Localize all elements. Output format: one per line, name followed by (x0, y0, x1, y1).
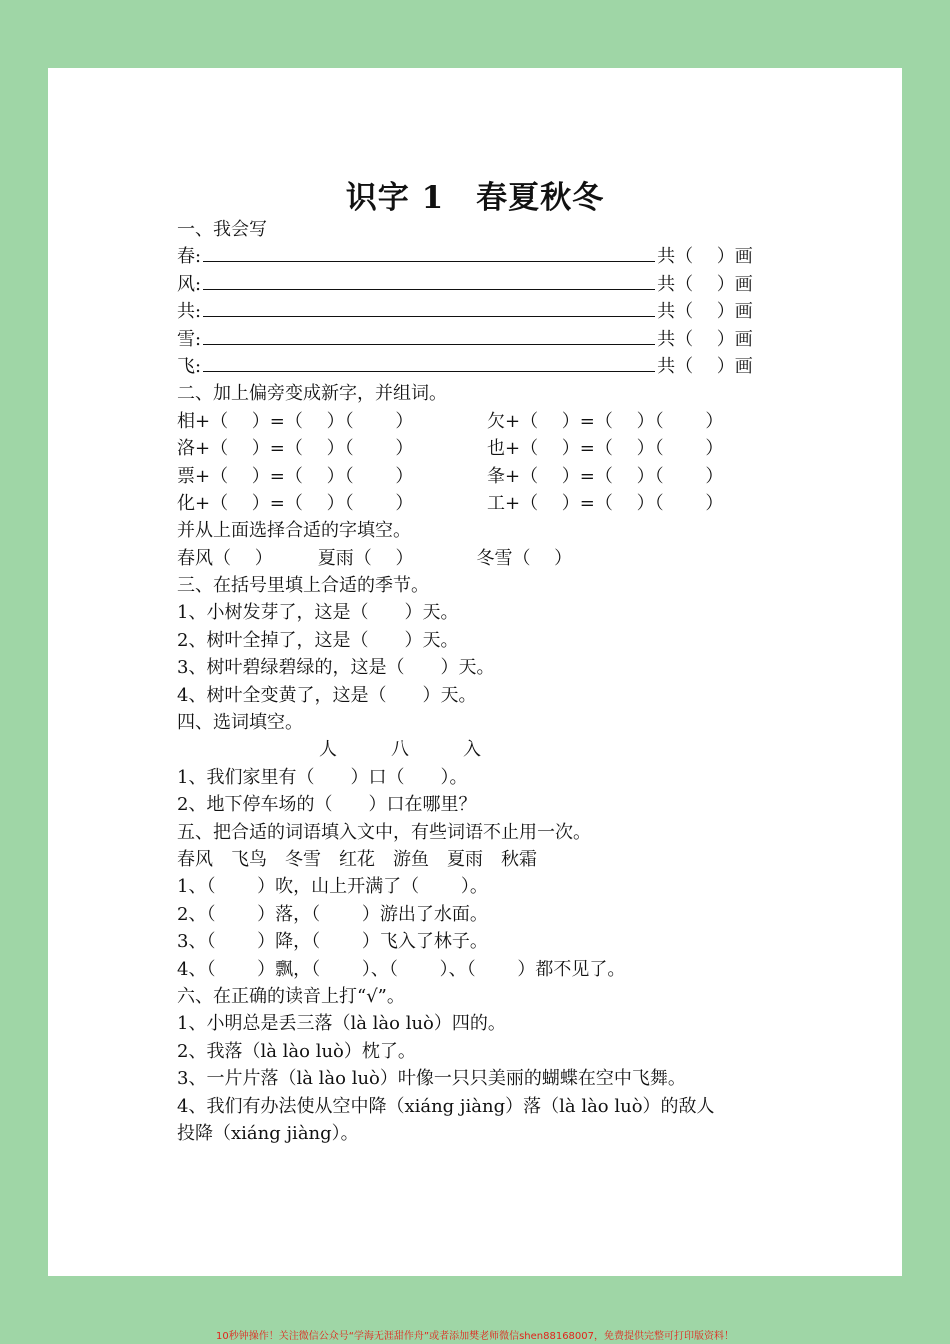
radical-row (177, 408, 797, 435)
footer-notice: 10秒钟操作！关注微信公众号“学海无涯甜作舟”或者添加樊老师微信shen88168007，免费提供完整可打印版资料！ (215, 1331, 735, 1342)
radical-row (177, 490, 797, 517)
write-row (177, 298, 797, 325)
section-2-heading: 二、加上偏旁变成新字，并组词。 (177, 383, 447, 405)
section-1-heading: 一、我会写 (177, 219, 267, 240)
write-row (177, 243, 797, 270)
radical-row (177, 435, 797, 462)
section-2-instruction: 并从上面选择合适的字填空。 (177, 520, 411, 542)
radical-left: 洛+（ ）=（ ）（ ） (177, 438, 414, 460)
question-item: 2、树叶全掉了，这是（ ）天。 (177, 629, 459, 651)
section-3-heading: 三、在括号里填上合适的季节。 (177, 575, 429, 597)
question-item: 1、小树发芽了，这是（ ）天。 (177, 602, 459, 624)
question-item: 4、我们有办法使从空中降（xiáng jiàng）落（là lào luò）的敌人 (177, 1095, 715, 1117)
writing-line[interactable] (203, 326, 655, 345)
word-choices: 人 八 入 (319, 739, 481, 761)
question-item: 1、（ ）吹，山上开满了（ ）。 (177, 876, 488, 898)
stroke-count: 共（ ）画 (657, 328, 753, 350)
radical-left: 化+（ ）=（ ）（ ） (177, 492, 414, 514)
question-item: 1、我们家里有（ ）口（ ）。 (177, 766, 468, 788)
question-item: 2、我落（là lào luò）枕了。 (177, 1040, 416, 1062)
write-row-char: 共: (177, 301, 202, 323)
radical-left: 票+（ ）=（ ）（ ） (177, 465, 414, 487)
section-4-heading: 四、选词填空。 (177, 712, 303, 734)
writing-line[interactable] (203, 271, 655, 290)
section-6-heading: 六、在正确的读音上打“√”。 (177, 985, 405, 1007)
word-bank: 春风 飞鸟 冬雪 红花 游鱼 夏雨 秋霜 (177, 848, 537, 870)
worksheet-content (177, 216, 797, 1147)
radical-right: 工+（ ）=（ ）（ ） (487, 492, 724, 514)
write-row-char: 春: (177, 246, 202, 268)
write-row (177, 353, 797, 380)
page-title: 识字 1 春夏秋冬 (345, 180, 605, 216)
stroke-count: 共（ ）画 (657, 301, 753, 323)
question-item: 3、（ ）降，（ ）飞入了林子。 (177, 931, 488, 953)
question-item: 2、（ ）落，（ ）游出了水面。 (177, 903, 488, 925)
stroke-count: 共（ ）画 (657, 355, 753, 377)
question-item: 1、小明总是丢三落（là lào luò）四的。 (177, 1013, 506, 1035)
question-item: 4、树叶全变黄了，这是（ ）天。 (177, 684, 477, 706)
radical-right: 夆+（ ）=（ ）（ ） (487, 465, 724, 487)
question-item: 2、地下停车场的（ ）口在哪里？ (177, 794, 477, 816)
question-item: 4、（ ）飘，（ ）、（ ）、（ ）都不见了。 (177, 958, 626, 980)
question-item: 3、树叶碧绿碧绿的，这是（ ）天。 (177, 657, 495, 679)
radical-left: 相+（ ）=（ ）（ ） (177, 410, 414, 432)
radical-right: 也+（ ）=（ ）（ ） (487, 438, 724, 460)
radical-row (177, 463, 797, 490)
write-row-char: 雪: (177, 328, 202, 350)
write-row (177, 271, 797, 298)
writing-line[interactable] (203, 298, 655, 317)
question-item: 3、一片片落（là lào luò）叶像一只只美丽的蝴蝶在空中飞舞。 (177, 1068, 686, 1090)
radical-right: 欠+（ ）=（ ）（ ） (487, 410, 724, 432)
writing-line[interactable] (203, 243, 655, 262)
write-row-char: 飞: (177, 355, 202, 377)
writing-line[interactable] (203, 353, 655, 372)
stroke-count: 共（ ）画 (657, 273, 753, 295)
write-row-char: 风: (177, 273, 202, 295)
write-row (177, 326, 797, 353)
question-item: 投降（xiáng jiàng）。 (177, 1122, 359, 1144)
stroke-count: 共（ ）画 (657, 246, 753, 268)
section-2-fill: 春风（ ） 夏雨（ ） 冬雪（ ） (177, 547, 573, 569)
section-5-heading: 五、把合适的词语填入文中，有些词语不止用一次。 (177, 821, 591, 843)
